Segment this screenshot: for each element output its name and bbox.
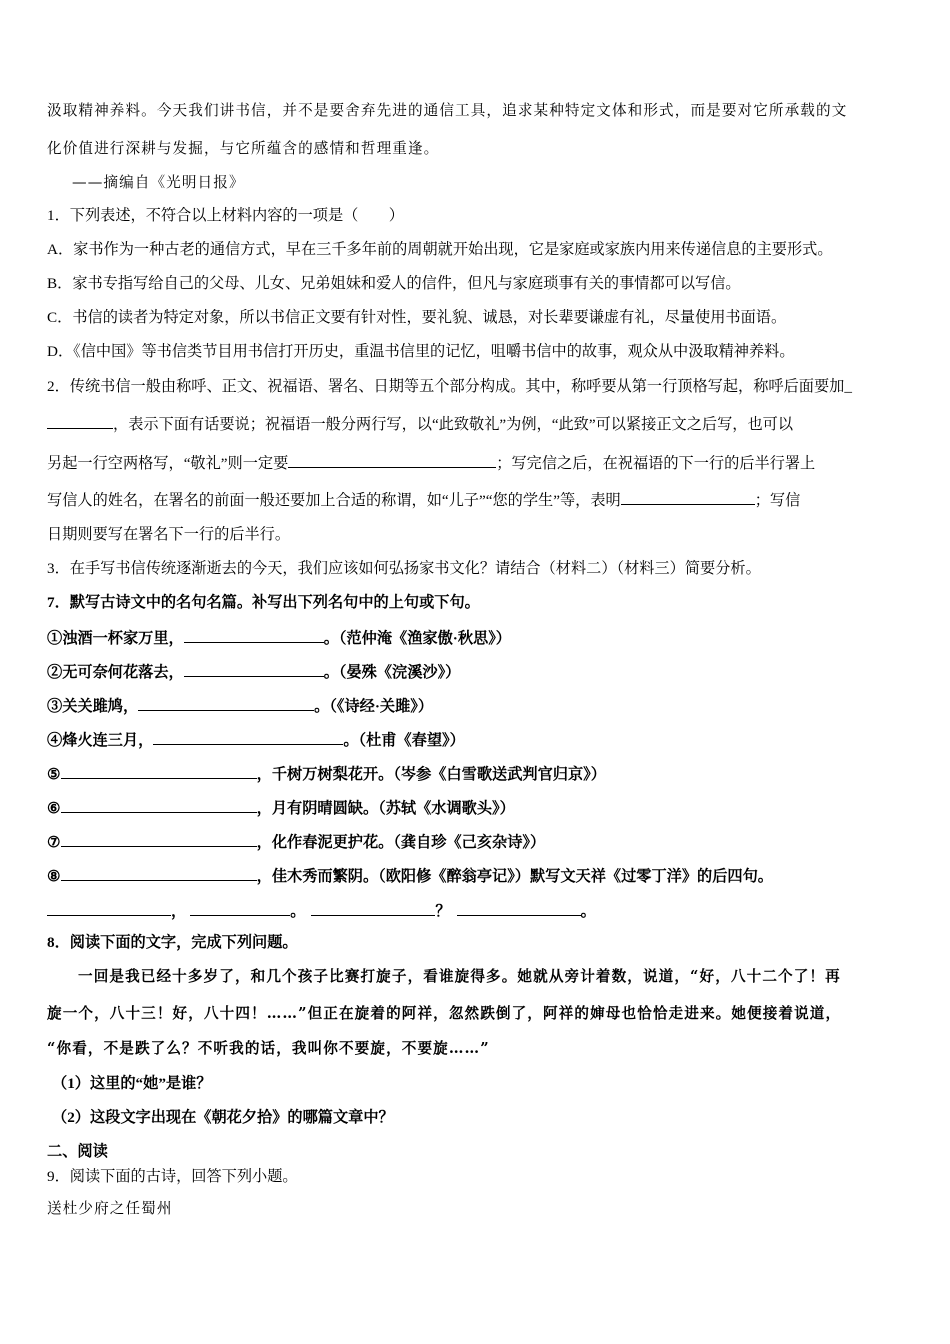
answer-blank[interactable]: [61, 831, 257, 847]
answer-blank[interactable]: [47, 900, 171, 916]
material-text-line: 汲取精神养料。今天我们讲书信，并不是要舍弃先进的通信工具，追求某种特定文体和形式，而是要对它所承载的文: [47, 102, 848, 119]
recitation-item: ⑦ ，化作春泥更护花。（龚自珍《己亥杂诗》）: [47, 831, 545, 853]
question-7-stem: 7．默写古诗文中的名句名篇。补写出下列名句中的上句或下句。: [47, 594, 480, 611]
question-8-sub-1: （1）这里的“她”是谁？: [52, 1075, 212, 1092]
answer-blank[interactable]: [153, 729, 343, 745]
answer-blank[interactable]: [621, 489, 755, 505]
recitation-item: ③关关雎鸠， 。（《诗经·关雎》）: [47, 695, 433, 717]
recitation-item: ①浊酒一杯家万里， 。（范仲淹《渔家傲·秋思》）: [47, 627, 511, 649]
answer-blank[interactable]: [288, 452, 496, 468]
question-2-line: 另起一行空两格写，“敬礼”则一定要 ；写完信之后，在祝福语的下一行的后半行署上: [47, 452, 815, 474]
recitation-item: ⑥ ，月有阴晴圆缺。（苏轼《水调歌头》）: [47, 797, 515, 819]
question-2-line: ，表示下面有话要说；祝福语一般分两行写，以“此致敬礼”为例，“此致”可以紧接正文之后写，也可以: [47, 413, 793, 435]
answer-blank[interactable]: [61, 865, 257, 881]
question-1-option-a: A．家书作为一种古老的通信方式，早在三千多年前的周朝就开始出现，它是家庭或家族内用来传递信息的主要形式。: [47, 241, 833, 258]
answer-blank[interactable]: [184, 661, 324, 677]
passage-line: “你看，不是跌了么？不听我的话，我叫你不要旋，不要旋……”: [47, 1040, 490, 1057]
passage-line: 一回是我已经十多岁了，和几个孩子比赛打旋子，看谁旋得多。她就从旁计着数，说道，“好，八十二个了！再: [78, 968, 841, 985]
answer-blank[interactable]: [61, 797, 257, 813]
question-1-option-b: B．家书专指写给自己的父母、儿女、兄弟姐妹和爱人的信件，但凡与家庭琐事有关的事情都可以写信。: [47, 275, 741, 292]
material-text-line: 化价值进行深耕与发掘，与它所蕴含的感情和哲理重逢。: [47, 140, 440, 157]
material-source: ——摘编自《光明日报》: [72, 174, 245, 191]
question-2-line: 2．传统书信一般由称呼、正文、祝福语、署名、日期等五个部分构成。其中，称呼要从第一行顶格写起，称呼后面要加_: [47, 378, 852, 395]
answer-blank[interactable]: [61, 763, 257, 779]
question-1-option-d: D．《信中国》等书信类节目用书信打开历史，重温书信里的记忆，咀嚼书信中的故事，观众从中汲取精神养料。: [47, 343, 795, 360]
question-8-stem: 8．阅读下面的文字，完成下列问题。: [47, 934, 298, 951]
answer-blank[interactable]: [47, 413, 113, 429]
question-8-sub-2: （2）这段文字出现在《朝花夕拾》的哪篇文章中？: [52, 1109, 394, 1126]
answer-blank[interactable]: [184, 627, 324, 643]
question-2-line: 日期则要写在署名下一行的后半行。: [47, 526, 290, 543]
passage-line: 旋一个，八十三！好，八十四！……”但正在旋着的阿祥，忽然跌倒了，阿祥的婶母也恰恰走进来。她便接着说道，: [47, 1005, 842, 1022]
question-1-stem: 1．下列表述，不符合以上材料内容的一项是（ ）: [47, 207, 404, 224]
section-heading: 二、阅读: [47, 1143, 108, 1160]
poem-title: 送杜少府之任蜀州: [47, 1200, 173, 1217]
answer-blank[interactable]: [311, 900, 435, 916]
recitation-item: ④烽火连三月， 。（杜甫《春望》）: [47, 729, 465, 751]
question-1-option-c: C．书信的读者为特定对象，所以书信正文要有针对性，要礼貌、诚恳，对长辈要谦虚有礼，尽量使用书面语。: [47, 309, 787, 326]
question-3-stem: 3．在手写书信传统逐渐逝去的今天，我们应该如何弘扬家书文化？请结合（材料二）（材料三）简要分析。: [47, 560, 761, 577]
answer-blank[interactable]: [457, 900, 581, 916]
recitation-item: ⑤ ，千树万树梨花开。（岑参《白雪歌送武判官归京》）: [47, 763, 606, 785]
recitation-item: ②无可奈何花落去， 。（晏殊《浣溪沙》）: [47, 661, 460, 683]
recitation-item: ⑧ ，佳木秀而繁阴。（欧阳修《醉翁亭记》）默写文天祥《过零丁洋》的后四句。: [47, 865, 773, 887]
answer-blank[interactable]: [138, 695, 314, 711]
answer-blank[interactable]: [190, 900, 290, 916]
recitation-last-line: ， 。 ？ 。: [47, 900, 596, 922]
question-9-stem: 9．阅读下面的古诗，回答下列小题。: [47, 1168, 298, 1185]
question-2-line: 写信人的姓名，在署名的前面一般还要加上合适的称谓，如“儿子”“您的学生”等，表明 ；写信: [47, 489, 800, 511]
